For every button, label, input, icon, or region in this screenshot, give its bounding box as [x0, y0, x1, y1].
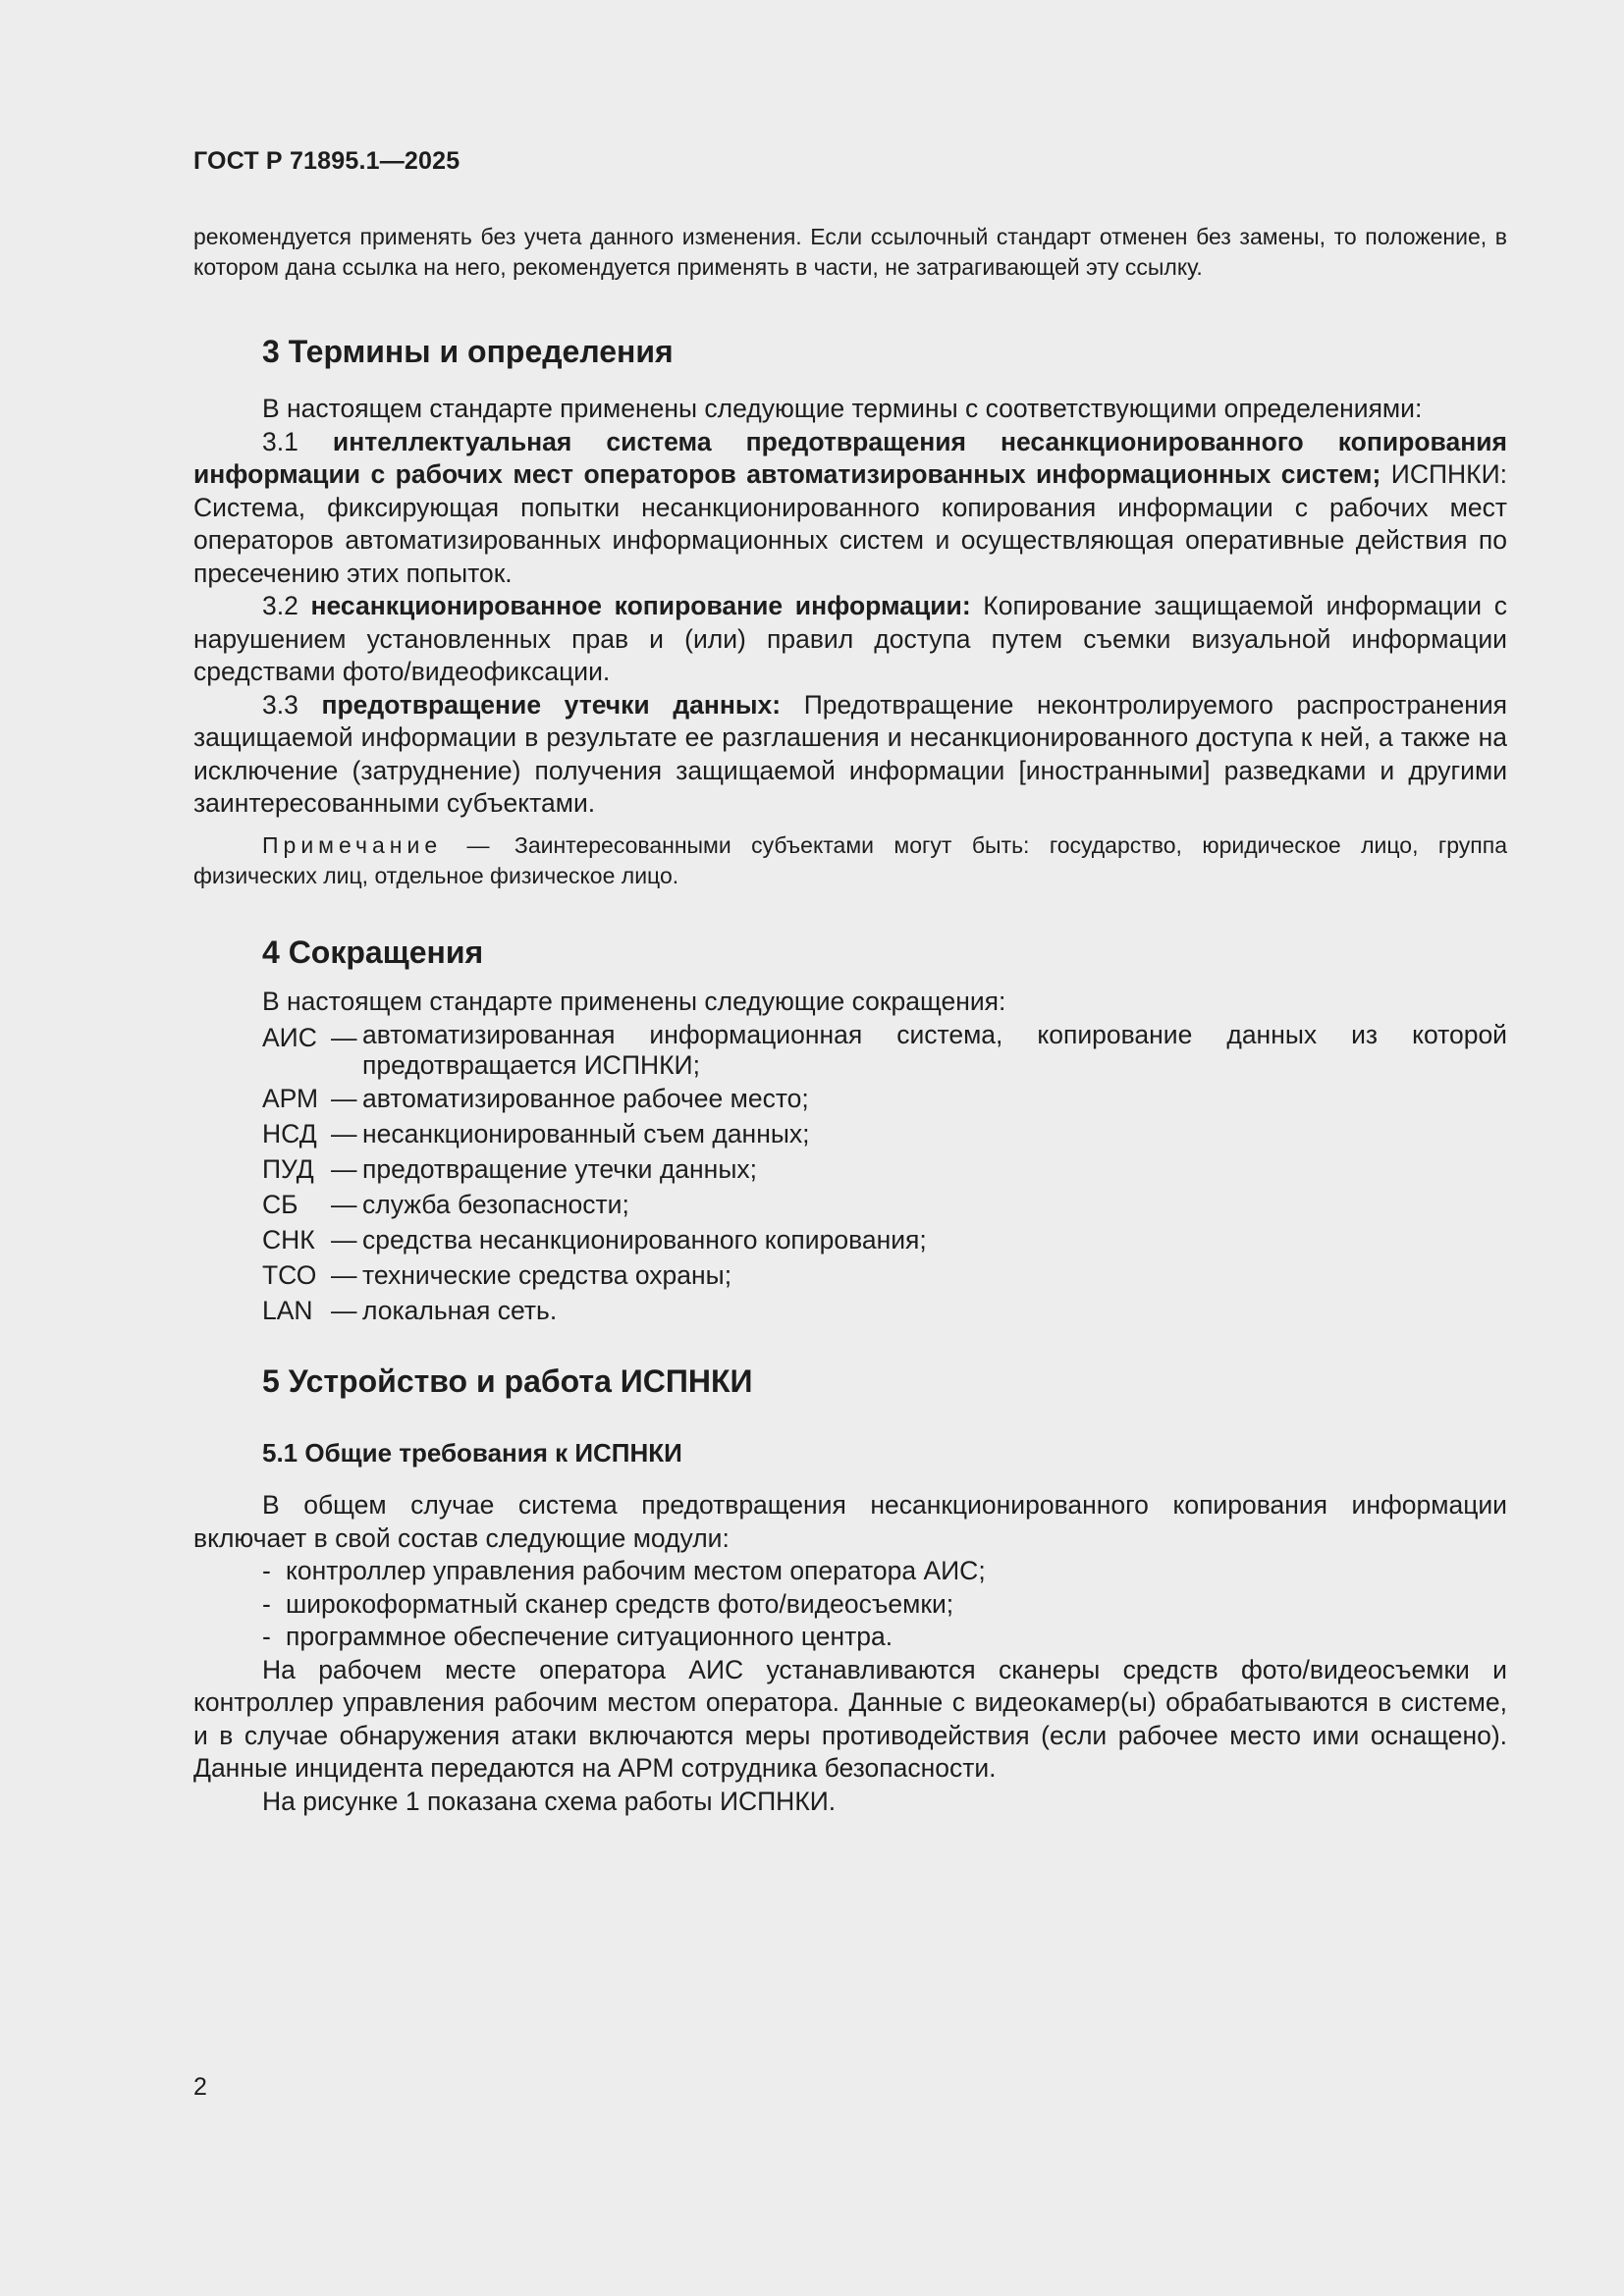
term-name: предотвращение утечки данных:	[321, 689, 782, 720]
section-3-heading: 3 Термины и определения	[262, 334, 674, 369]
note-label: Примечание —	[262, 831, 495, 858]
abbreviation-dash: —	[331, 1119, 357, 1148]
abbreviation-term: СНК	[262, 1225, 315, 1255]
note	[193, 830, 1507, 891]
abbreviation-dash: —	[331, 1296, 357, 1325]
abbreviation-term: LAN	[262, 1296, 313, 1325]
abbreviation-dash: —	[331, 1023, 357, 1052]
term-number: 3.1	[262, 426, 298, 456]
page-number: 2	[193, 2073, 207, 2101]
abbreviation-item	[262, 1081, 1507, 1116]
term-definition: ИСПНКИ: Система, фиксирующая попытки несанкционированного копирования информации с рабочих мест операторов автоматизированных информационных систем и осуществляющая оперативные действия по пресечению этих попыток.	[193, 459, 1507, 588]
section-5-paragraph-1: В общем случае система предотвращения несанкционированного копирования информации включает в свой состав следующие модули:	[193, 1490, 1507, 1553]
section-5-heading: 5 Устройство и работа ИСПНКИ	[262, 1363, 753, 1399]
module-list-text: широкоформатный сканер средств фото/видеосъемки;	[286, 1588, 954, 1619]
abbreviation-term: АИС	[262, 1023, 317, 1052]
abbreviation-dash: —	[331, 1225, 357, 1255]
abbreviation-definition: предотвращение утечки данных;	[362, 1154, 757, 1184]
abbreviation-item	[262, 1257, 1507, 1293]
abbreviation-dash: —	[331, 1260, 357, 1290]
term-3-2	[193, 590, 1507, 689]
module-list-item	[262, 1588, 1507, 1622]
page-content	[193, 222, 1507, 1818]
bullet-mark: -	[262, 1556, 271, 1585]
abbreviation-item	[262, 1187, 1507, 1222]
term-name: несанкционированное копирование информации:	[310, 591, 971, 620]
bullet-mark: -	[262, 1588, 271, 1619]
abbreviation-list	[262, 1020, 1507, 1328]
abbreviation-definition: автоматизированная информационная система, копирование данных из которой предотвращается ИСПНКИ;	[362, 1020, 1507, 1080]
module-list-text: программное обеспечение ситуационного центра.	[286, 1622, 893, 1651]
abbreviation-term: СБ	[262, 1190, 298, 1219]
abbreviation-term: НСД	[262, 1119, 317, 1148]
abbreviation-item	[262, 1151, 1507, 1187]
term-number: 3.3	[262, 689, 298, 720]
abbreviation-definition: технические средства охраны;	[362, 1260, 732, 1290]
abbreviation-item	[262, 1116, 1507, 1151]
abbreviation-dash: —	[331, 1154, 357, 1184]
abbreviation-item	[262, 1222, 1507, 1257]
section-5-1-heading: 5.1 Общие требования к ИСПНКИ	[262, 1438, 682, 1468]
abbreviation-item	[262, 1293, 1507, 1328]
note-text: Заинтересованными субъектами могут быть: государство, юридическое лицо, группа физических лиц, отдельное физическое лицо.	[193, 831, 1507, 888]
abbreviation-term: АРМ	[262, 1084, 319, 1113]
document-header: ГОСТ Р 71895.1—2025	[193, 147, 460, 175]
section-4-lead: В настоящем стандарте применены следующие сокращения:	[262, 986, 1006, 1016]
abbreviation-term: ПУД	[262, 1154, 314, 1184]
abbreviation-definition: автоматизированное рабочее место;	[362, 1084, 809, 1113]
bullet-mark: -	[262, 1622, 271, 1651]
section-4-heading: 4 Сокращения	[262, 934, 484, 970]
abbreviation-term: ТСО	[262, 1260, 317, 1290]
module-list-text: контроллер управления рабочим местом оператора АИС;	[286, 1556, 986, 1585]
section-5-paragraph-2: На рабочем месте оператора АИС устанавливаются сканеры средств фото/видеосъемки и контроллер управления рабочим местом оператора. Данные с видеокамер(ы) обрабатываются в системе, и в случае обнаружения атаки включаются меры противодействия (если рабочее место ими оснащено). Данные инцидента передаются на АРМ сотрудника безопасности.	[193, 1654, 1507, 1783]
term-definition: Предотвращение неконтролируемого распространения защищаемой информации в результате ее разглашения и несанкционированного доступа к ней, а также на исключение (затруднение) получения защищаемой информации [иностранными] разведками и другими заинтересованными субъектами.	[193, 689, 1507, 818]
module-list-item	[262, 1555, 1507, 1588]
module-list-item	[262, 1621, 1507, 1654]
abbreviation-definition: локальная сеть.	[362, 1296, 558, 1325]
term-number: 3.2	[262, 591, 298, 620]
term-3-3	[193, 689, 1507, 821]
abbreviation-definition: служба безопасности;	[362, 1190, 629, 1219]
abbreviation-definition: средства несанкционированного копирования;	[362, 1225, 927, 1255]
section-5-paragraph-3: На рисунке 1 показана схема работы ИСПНКИ.	[262, 1786, 837, 1816]
section-3-lead: В настоящем стандарте применены следующие термины с соответствующими определениями:	[262, 394, 1423, 423]
abbreviation-definition: несанкционированный съем данных;	[362, 1119, 810, 1148]
term-3-1	[193, 426, 1507, 591]
term-name: интеллектуальная система предотвращения несанкционированного копирования информации с рабочих мест операторов автоматизированных информационных систем;	[193, 426, 1507, 489]
module-list	[262, 1555, 1507, 1654]
abbreviation-dash: —	[331, 1190, 357, 1219]
term-definition: Копирование защищаемой информации с нарушением установленных прав и (или) правил доступа путем съемки визуальной информации средствами фото/видеофиксации.	[193, 591, 1507, 686]
intro-paragraph: рекомендуется применять без учета данного изменения. Если ссылочный стандарт отменен без замены, то положение, в котором дана ссылка на него, рекомендуется применять в части, не затрагивающей эту ссылку.	[193, 224, 1507, 280]
abbreviation-dash: —	[331, 1084, 357, 1113]
abbreviation-item	[262, 1020, 1507, 1081]
